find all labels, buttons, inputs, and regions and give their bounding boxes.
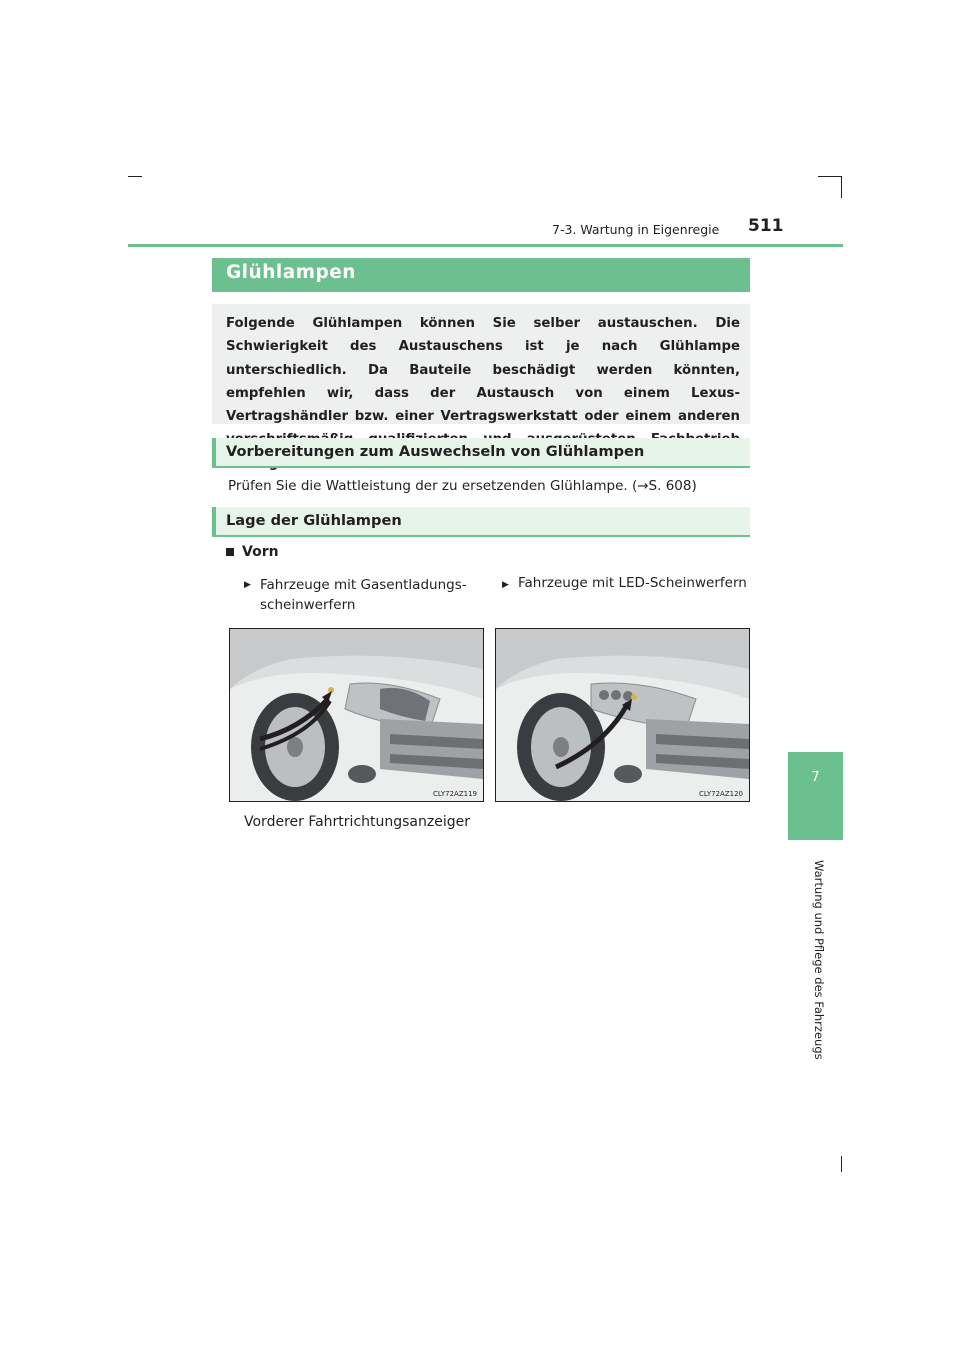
subsection-heading-preparation: [212, 438, 750, 468]
image-code: CLY72AZ119: [433, 790, 477, 798]
image-code: CLY72AZ120: [699, 790, 743, 798]
crop-mark: [841, 176, 842, 198]
car-illustration-svg: [496, 629, 749, 801]
image-caption: Vorderer Fahrtrichtungsanzeiger: [244, 814, 470, 830]
group-label: Vorn: [242, 544, 279, 560]
variant-label: Fahrzeuge mit Gasentladungs-scheinwerfern: [260, 577, 467, 613]
heading-accent-bar: [212, 507, 216, 537]
car-front-illustration: [495, 628, 750, 802]
subsection-heading-location: [212, 507, 750, 537]
triangle-bullet-icon: ▶: [502, 580, 509, 590]
crop-mark: [818, 176, 842, 177]
car-front-illustration: [229, 628, 484, 802]
variant-label: Fahrzeuge mit LED-Scheinwerfern: [518, 575, 747, 591]
crop-mark: [128, 176, 142, 177]
section-title: Glühlampen: [226, 262, 356, 283]
chapter-title: Wartung und Pflege des Fahrzeugs: [812, 860, 826, 1060]
header-rule: [128, 244, 843, 247]
square-bullet-icon: [226, 548, 234, 556]
section-reference: 7-3. Wartung in Eigenregie: [552, 222, 720, 237]
page-number: 511: [748, 216, 784, 236]
preparation-text: Prüfen Sie die Wattleistung der zu ersetzenden Glühlampe. (→S. 608): [228, 478, 697, 494]
subsection-heading-text: Lage der Glühlampen: [226, 512, 402, 529]
chapter-number: 7: [811, 770, 820, 785]
intro-box: Folgende Glühlampen können Sie selber austauschen. Die Schwierigkeit des Austauschens ist je nach Glühlampe unterschiedlich. Da Bauteile beschädigt werden könnten, empfehlen wir, dass der Austausch von einem Lexus-Vertragshändler bzw. einer Vertragswerkstatt oder einem anderen: [212, 304, 750, 424]
subsection-heading-text: Vorbereitungen zum Auswechseln von Glühlampen: [226, 443, 645, 460]
chapter-tab: [788, 752, 843, 840]
crop-mark: [841, 1156, 842, 1172]
heading-accent-bar: [212, 438, 216, 468]
triangle-bullet-icon: ▶: [244, 580, 251, 590]
car-illustration-svg: [230, 629, 483, 801]
